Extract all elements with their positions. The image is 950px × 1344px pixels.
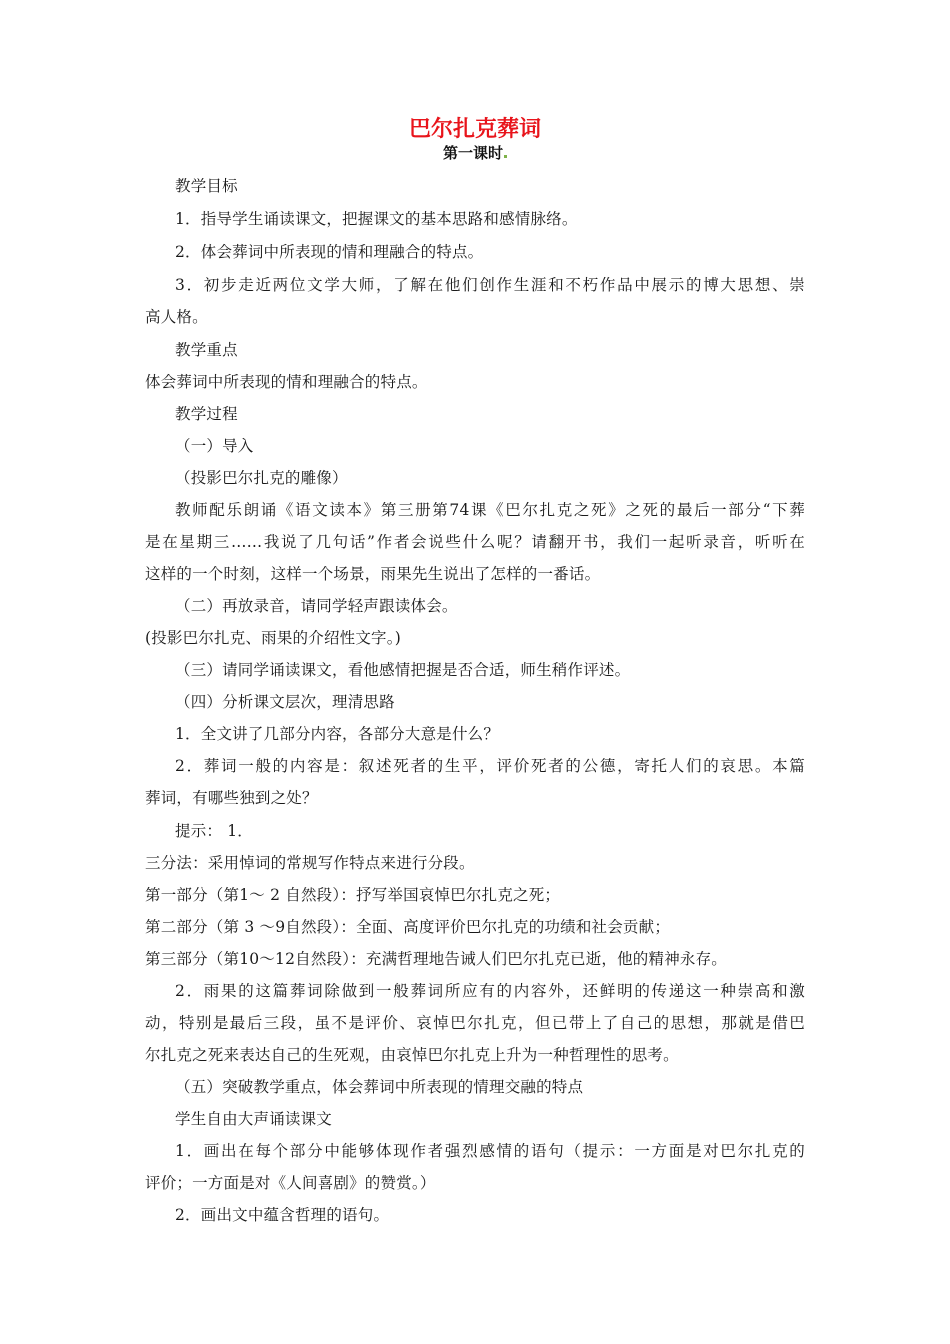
paragraph-line: 2．葬词一般的内容是：叙述死者的生平，评价死者的公德，寄托人们的哀思。本篇 — [175, 757, 805, 775]
heading-process: 教学过程 — [175, 405, 238, 423]
paragraph-line: 2．体会葬词中所表现的情和理融合的特点。 — [175, 243, 484, 261]
heading-objectives: 教学目标 — [175, 177, 238, 195]
paragraph-line: 教师配乐朗诵《语文读本》第三册第74课《巴尔扎克之死》之死的最后一部分“下葬 — [175, 501, 805, 519]
document-title: 巴尔扎克葬词 — [408, 117, 541, 142]
paragraph-line: 高人格。 — [145, 308, 208, 326]
paragraph-line: 3．初步走近两位文学大师，了解在他们创作生涯和不朽作品中展示的博大思想、崇 — [175, 276, 805, 294]
paragraph-line: 体会葬词中所表现的情和理融合的特点。 — [145, 373, 428, 391]
section-heading: （四）分析课文层次，理清思路 — [175, 693, 395, 711]
paragraph-line: 动，特别是最后三段，虽不是评价、哀悼巴尔扎克，但已带上了自己的思想，那就是借巴 — [145, 1014, 805, 1032]
paragraph-line: 这样的一个时刻，这样一个场景，雨果先生说出了怎样的一番话。 — [145, 565, 601, 583]
paragraph-line: 学生自由大声诵读课文 — [175, 1110, 333, 1128]
paragraph-line: 是在星期三……我说了几句话”作者会说些什么呢？请翻开书，我们一起听录音，听听在 — [145, 533, 805, 551]
section-heading: （二）再放录音，请同学轻声跟读体会。 — [175, 597, 458, 615]
document-subtitle — [0, 143, 950, 163]
paragraph-line: (投影巴尔扎克、雨果的介绍性文字。) — [145, 629, 401, 647]
paragraph-line: 2．画出文中蕴含哲理的语句。 — [175, 1206, 390, 1224]
heading-key-point: 教学重点 — [175, 341, 238, 359]
paragraph-line: 1．全文讲了几部分内容，各部分大意是什么？ — [175, 725, 500, 743]
paragraph-line: （投影巴尔扎克的雕像） — [175, 469, 348, 487]
decorative-dot — [504, 155, 507, 158]
paragraph-line: 三分法：采用悼词的常规写作特点来进行分段。 — [145, 854, 475, 872]
subtitle-text: 第一课时 — [442, 144, 503, 162]
section-heading: （五）突破教学重点，体会葬词中所表现的情理交融的特点 — [175, 1078, 584, 1096]
paragraph-line: 提示： 1． — [175, 822, 253, 840]
paragraph-line: 评价；一方面是对《人间喜剧》的赞赏。） — [145, 1174, 436, 1192]
paragraph-line: 第二部分（第 3 ～9自然段）：全面、高度评价巴尔扎克的功绩和社会贡献； — [145, 918, 671, 936]
paragraph-line: 1．画出在每个部分中能够体现作者强烈感情的语句（提示：一方面是对巴尔扎克的 — [175, 1142, 805, 1160]
paragraph-line: 2．雨果的这篇葬词除做到一般葬词所应有的内容外，还鲜明的传递这一种崇高和激 — [175, 982, 805, 1000]
section-heading: （三）请同学诵读课文，看他感情把握是否合适，师生稍作评述。 — [175, 661, 631, 679]
paragraph-line: 尔扎克之死来表达自己的生死观，由哀悼巴尔扎克上升为一种哲理性的思考。 — [145, 1046, 679, 1064]
paragraph-line: 第一部分（第1～ 2 自然段）：抒写举国哀悼巴尔扎克之死； — [145, 886, 561, 904]
section-heading: （一）导入 — [175, 437, 254, 455]
paragraph-line: 葬词，有哪些独到之处？ — [145, 789, 318, 807]
paragraph-line: 1．指导学生诵读课文，把握课文的基本思路和感情脉络。 — [175, 210, 578, 228]
paragraph-line: 第三部分（第10～12自然段）：充满哲理地告诫人们巴尔扎克已逝，他的精神永存。 — [145, 950, 727, 968]
